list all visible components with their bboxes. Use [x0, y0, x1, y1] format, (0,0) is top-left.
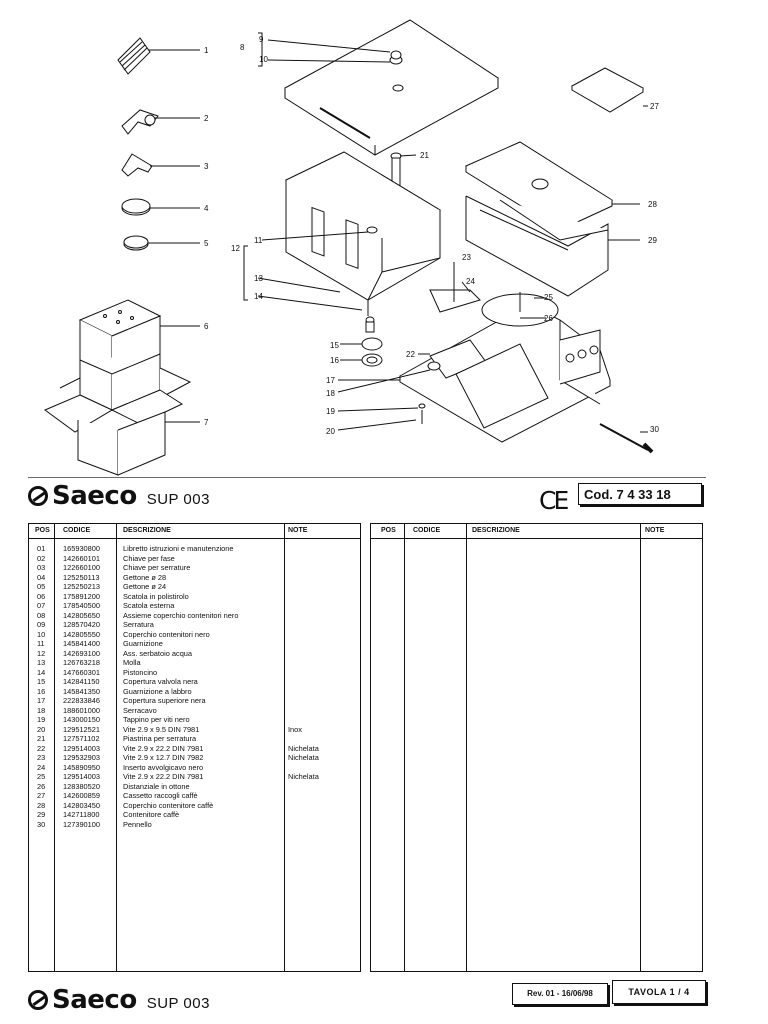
callout-label: 12 [231, 244, 240, 253]
cell-pos: 19 [37, 715, 46, 724]
callout-label: 10 [259, 55, 268, 64]
header-brand [28, 481, 210, 511]
callout-label: 8 [240, 43, 245, 52]
cell-codice: 126763218 [63, 658, 100, 667]
cell-descrizione: Serracavo [123, 705, 157, 715]
tavola-box: TAVOLA 1 / 4 [612, 980, 706, 1004]
cell-descrizione: Inserto avvolgicavo nero [123, 762, 204, 772]
part-packaging [45, 300, 200, 475]
cell-codice: 142600859 [63, 791, 100, 800]
callout-label: 22 [406, 350, 415, 359]
cell-codice: 125250213 [63, 582, 100, 591]
cell-descrizione: Pennello [123, 819, 152, 829]
cell-descrizione: Copertura valvola nera [123, 677, 198, 686]
table-row [29, 573, 360, 583]
table-row [29, 554, 360, 564]
cell-pos: 18 [37, 705, 46, 715]
cell-codice: 122660100 [63, 563, 100, 572]
callout-label: 5 [204, 239, 209, 248]
col-pos: POS [35, 527, 50, 534]
ce-mark: CE [539, 486, 567, 515]
cell-codice: 128380520 [63, 781, 100, 791]
saeco-logo-icon [28, 990, 48, 1010]
cell-codice: 145841400 [63, 639, 100, 648]
callout-label: 20 [326, 427, 335, 436]
table-row [29, 782, 360, 792]
table-row [29, 696, 360, 706]
table-row [29, 658, 360, 668]
cell-pos: 02 [37, 553, 46, 563]
table-row [29, 563, 360, 573]
table-row [29, 753, 360, 763]
table-row [29, 725, 360, 735]
parts-table-right [370, 523, 703, 972]
callout-label: 23 [462, 253, 471, 262]
table-header [371, 524, 702, 539]
callout-label: 16 [330, 356, 339, 365]
callout-label: 2 [204, 114, 209, 123]
model-name: SUP 003 [146, 490, 210, 508]
table-row [29, 801, 360, 811]
table-row [29, 601, 360, 611]
cell-pos: 16 [37, 686, 46, 696]
cell-descrizione: Vite 2.9 x 22.2 DIN 7981 [123, 772, 204, 781]
cell-note: Nichelata [288, 772, 319, 781]
part-container-lid [258, 20, 498, 155]
callout-label: 1 [204, 46, 209, 55]
callout-label: 24 [466, 277, 475, 286]
table-row [29, 630, 360, 640]
col-codice: CODICE [413, 527, 441, 534]
part-coffee-drawer [572, 68, 648, 112]
parts-table-left [28, 523, 361, 972]
table-row [29, 582, 360, 592]
cell-note: Nichelata [288, 743, 319, 753]
table-row [29, 677, 360, 687]
cell-codice: 142803450 [63, 800, 100, 810]
cell-descrizione: Scatola in polistirolo [123, 591, 189, 601]
cell-descrizione: Chiave per serrature [123, 563, 191, 572]
cell-note: Nichelata [288, 753, 319, 762]
callout-label: 9 [259, 35, 264, 44]
code-box: Cod. 7 4 33 18 [578, 483, 702, 505]
cell-pos: 24 [37, 762, 46, 772]
cell-descrizione: Vite 2.9 x 22.2 DIN 7981 [123, 743, 204, 753]
callout-label: 14 [254, 292, 263, 301]
table-row [29, 763, 360, 773]
cell-descrizione: Ass. serbatoio acqua [123, 648, 193, 658]
table-row [29, 734, 360, 744]
table-header [29, 524, 360, 539]
cell-codice: 127571102 [63, 734, 100, 743]
part-phase-key [122, 110, 200, 134]
cell-descrizione: Coperchio contenitore caffè [123, 800, 214, 810]
table-row [29, 772, 360, 782]
callout-label: 3 [204, 162, 209, 171]
cell-descrizione: Pistoncino [123, 667, 158, 677]
cell-codice: 129514003 [63, 743, 100, 753]
callout-label: 18 [326, 389, 335, 398]
cell-pos: 04 [37, 572, 46, 582]
cell-descrizione: Guarnizione [123, 639, 163, 648]
cell-pos: 13 [37, 658, 46, 667]
callout-label: 29 [648, 236, 657, 245]
callout-label: 21 [420, 151, 429, 160]
cell-codice: 142693100 [63, 648, 100, 658]
table-row [29, 620, 360, 630]
callout-label: 28 [648, 200, 657, 209]
parts-list [29, 544, 360, 829]
callout-label: 11 [254, 236, 263, 245]
brand-name: Saeco [52, 481, 137, 511]
cell-descrizione: Copertura superiore nera [123, 696, 206, 705]
part-token-28 [122, 199, 200, 215]
cell-codice: 142841150 [63, 677, 100, 686]
cell-codice: 175891200 [63, 591, 100, 601]
cell-pos: 10 [37, 629, 46, 639]
cell-pos: 21 [37, 734, 46, 743]
col-note: NOTE [288, 527, 308, 534]
cell-codice: 129532903 [63, 753, 100, 762]
saeco-logo-icon [28, 486, 48, 506]
callout-label: 7 [204, 418, 209, 427]
col-descrizione: DESCRIZIONE [123, 527, 171, 534]
callout-label: 4 [204, 204, 209, 213]
table-row [29, 810, 360, 820]
callout-label: 19 [326, 407, 335, 416]
cell-codice: 147660301 [63, 667, 100, 677]
table-row [29, 544, 360, 554]
cell-codice: 178540500 [63, 601, 100, 610]
part-booklet [118, 38, 200, 74]
cell-codice: 145890950 [63, 762, 100, 772]
cell-codice: 127390100 [63, 819, 100, 829]
cell-descrizione: Piastrina per serratura [123, 734, 197, 743]
cell-codice: 142805650 [63, 610, 100, 620]
part-coffee-container [466, 142, 640, 296]
table-row [29, 706, 360, 716]
cell-descrizione: Gettone ø 24 [123, 582, 167, 591]
cell-pos: 05 [37, 582, 46, 591]
cell-pos: 01 [37, 544, 46, 553]
part-water-tank [244, 152, 440, 316]
cell-descrizione: Tappino per viti nero [123, 715, 190, 724]
cell-descrizione: Assieme coperchio contenitori nero [123, 610, 239, 620]
callout-label: 15 [330, 341, 339, 350]
cell-pos: 03 [37, 563, 46, 572]
table-row [29, 592, 360, 602]
callout-label: 26 [544, 314, 553, 323]
cell-descrizione: Contenitore caffè [123, 810, 180, 819]
cell-pos: 12 [37, 648, 46, 658]
cell-pos: 28 [37, 800, 46, 810]
cell-pos: 14 [37, 667, 46, 677]
col-descrizione: DESCRIZIONE [472, 527, 520, 534]
cell-codice: 188601000 [63, 705, 100, 715]
table-row [29, 649, 360, 659]
cell-pos: 17 [37, 696, 46, 705]
cell-pos: 30 [37, 819, 46, 829]
cell-pos: 06 [37, 591, 46, 601]
callout-label: 6 [204, 322, 209, 331]
cell-pos: 26 [37, 781, 46, 791]
cell-descrizione: Vite 2.9 x 9.5 DIN 7981 [123, 724, 200, 734]
cell-pos: 15 [37, 677, 46, 686]
cell-codice: 165930800 [63, 544, 100, 553]
cell-codice: 142805550 [63, 629, 100, 639]
cell-codice: 129512521 [63, 724, 100, 734]
cell-pos: 11 [37, 639, 45, 648]
part-valve [340, 317, 382, 366]
part-token-24 [124, 236, 200, 250]
callout-label: 25 [544, 293, 553, 302]
cell-descrizione: Serratura [123, 620, 154, 629]
cell-codice: 222833846 [63, 696, 100, 705]
cell-codice: 142660101 [63, 553, 100, 563]
cell-descrizione: Vite 2.9 x 12.7 DIN 7982 [123, 753, 204, 762]
cell-descrizione: Molla [123, 658, 141, 667]
table-row [29, 668, 360, 678]
table-row [29, 687, 360, 697]
cell-pos: 25 [37, 772, 46, 781]
model-name: SUP 003 [146, 994, 210, 1012]
cell-codice: 129514003 [63, 772, 100, 781]
cell-note: Inox [288, 724, 302, 734]
cell-descrizione: Gettone ø 28 [123, 572, 167, 582]
col-pos: POS [381, 527, 396, 534]
table-row [29, 639, 360, 649]
cell-pos: 08 [37, 610, 46, 620]
cell-descrizione: Distanziale in ottone [123, 781, 190, 791]
cell-codice: 128570420 [63, 620, 100, 629]
cell-codice: 145841350 [63, 686, 100, 696]
callout-label: 17 [326, 376, 335, 385]
cell-pos: 07 [37, 601, 46, 610]
callout-label: 27 [650, 102, 659, 111]
footer-brand [28, 985, 210, 1015]
brand-name: Saeco [52, 985, 137, 1015]
cell-descrizione: Cassetto raccogli caffè [123, 791, 198, 800]
table-row [29, 791, 360, 801]
col-note: NOTE [645, 527, 665, 534]
callout-label: 30 [650, 425, 659, 434]
cell-pos: 23 [37, 753, 46, 762]
part-lock-key [122, 154, 200, 176]
cell-pos: 09 [37, 620, 46, 629]
callout-label: 13 [254, 274, 263, 283]
part-screws [338, 404, 425, 430]
table-row [29, 744, 360, 754]
table-row [29, 715, 360, 725]
table-row [29, 820, 360, 830]
cell-descrizione: Coperchio contenitori nero [123, 629, 210, 639]
cell-pos: 29 [37, 810, 46, 819]
cell-descrizione: Scatola esterna [123, 601, 175, 610]
revision-box: Rev. 01 - 16/06/98 [512, 983, 608, 1005]
cell-codice: 142711800 [63, 810, 100, 819]
cell-descrizione: Libretto istruzioni e manutenzione [123, 544, 234, 553]
cell-pos: 20 [37, 724, 46, 734]
exploded-view-drawing [0, 0, 768, 478]
table-row [29, 611, 360, 621]
cell-pos: 22 [37, 743, 46, 753]
cell-codice: 143000150 [63, 715, 100, 724]
part-brush [600, 424, 652, 452]
cell-codice: 125250113 [63, 572, 100, 582]
cell-pos: 27 [37, 791, 46, 800]
col-codice: CODICE [63, 527, 91, 534]
cell-descrizione: Chiave per fase [123, 553, 175, 563]
cell-descrizione: Guarnizione a labbro [123, 686, 192, 696]
